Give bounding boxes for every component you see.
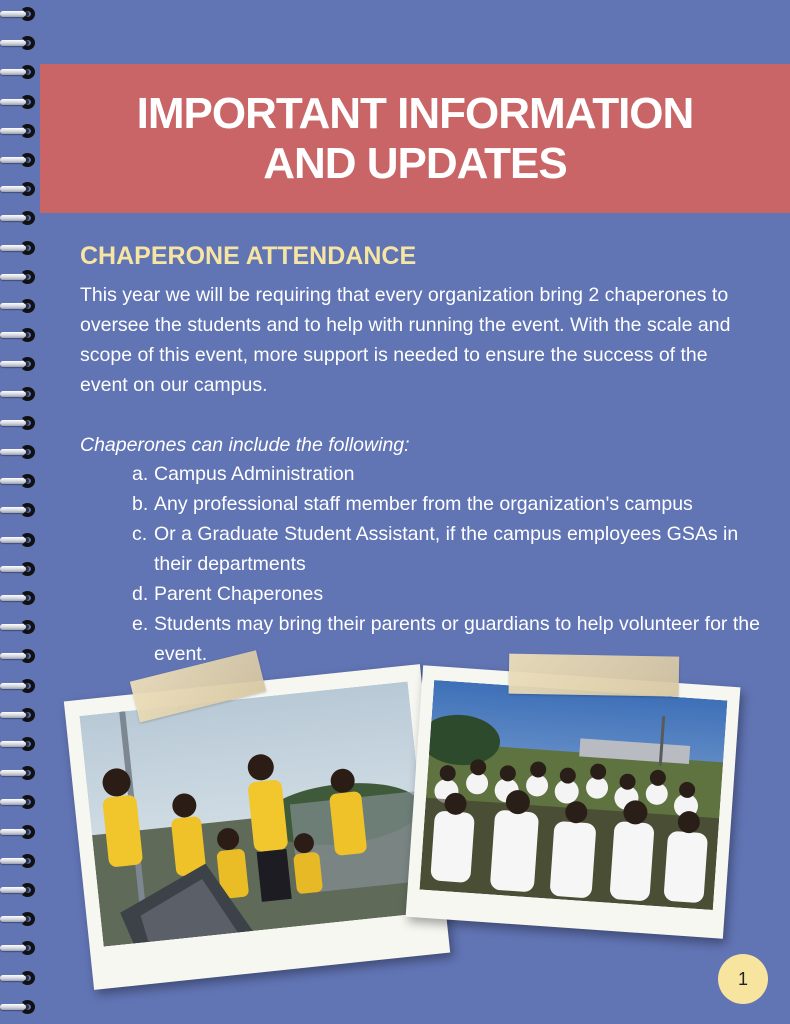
spiral-ring	[0, 561, 40, 577]
list-item-text: Students may bring their parents or guardians to help volunteer for the event.	[154, 613, 760, 665]
page-title	[137, 89, 694, 189]
photo-students-yellow-shirts	[79, 681, 431, 946]
tape-strip	[509, 654, 680, 697]
spiral-ring	[0, 6, 40, 22]
list-item-text: Or a Graduate Student Assistant, if the campus employees GSAs in their departments	[154, 523, 739, 575]
spiral-ring	[0, 590, 40, 606]
spiral-ring	[0, 123, 40, 139]
chaperone-list	[80, 459, 760, 669]
spiral-ring	[0, 356, 40, 372]
spiral-ring	[0, 152, 40, 168]
list-item	[80, 459, 760, 489]
spiral-ring	[0, 327, 40, 343]
spiral-ring	[0, 853, 40, 869]
list-item-text: Any professional staff member from the organization's campus	[154, 493, 693, 515]
spiral-ring	[0, 532, 40, 548]
spiral-ring	[0, 648, 40, 664]
title-banner	[40, 64, 790, 213]
photo-image	[420, 680, 728, 910]
page-title-line-2: AND UPDATES	[263, 138, 567, 188]
photo-frame-left	[64, 664, 450, 990]
spiral-ring	[0, 970, 40, 986]
list-item	[80, 579, 760, 609]
spiral-ring	[0, 940, 40, 956]
list-marker: c.	[132, 523, 148, 545]
spiral-ring	[0, 824, 40, 840]
page-title-line-1: IMPORTANT INFORMATION	[136, 88, 694, 138]
spiral-ring	[0, 765, 40, 781]
spiral-ring	[0, 502, 40, 518]
spiral-ring	[0, 415, 40, 431]
spiral-ring	[0, 181, 40, 197]
spiral-ring	[0, 619, 40, 635]
list-marker: d.	[132, 583, 149, 605]
spiral-binding-icon	[0, 6, 42, 1016]
spiral-ring	[0, 210, 40, 226]
spiral-ring	[0, 444, 40, 460]
spiral-ring	[0, 240, 40, 256]
list-marker: e.	[132, 613, 149, 635]
spiral-ring	[0, 64, 40, 80]
list-item	[80, 519, 760, 579]
spiral-ring	[0, 911, 40, 927]
list-marker: a.	[132, 463, 149, 485]
photo-frame-right	[406, 665, 741, 939]
list-item-text: Campus Administration	[154, 463, 355, 485]
list-item-text: Parent Chaperones	[154, 583, 324, 605]
photo-students-crowd	[420, 680, 728, 910]
spiral-ring	[0, 794, 40, 810]
photo-image	[79, 681, 431, 946]
list-marker: b.	[132, 493, 149, 515]
spiral-ring	[0, 94, 40, 110]
spiral-ring	[0, 999, 40, 1015]
spiral-ring	[0, 269, 40, 285]
section-heading: CHAPERONE ATTENDANCE	[80, 242, 417, 270]
spiral-ring	[0, 678, 40, 694]
spiral-ring	[0, 473, 40, 489]
list-lead: Chaperones can include the following:	[80, 434, 410, 456]
page-number-badge: 1	[718, 954, 768, 1004]
list-item	[80, 489, 760, 519]
spiral-ring	[0, 386, 40, 402]
spiral-ring	[0, 35, 40, 51]
section-body: This year we will be requiring that every organization bring 2 chaperones to oversee the students and to help with running the event. With the scale and scope of this event, more support is needed to ensure the success of the event on our campus.	[80, 284, 731, 396]
spiral-ring	[0, 882, 40, 898]
spiral-ring	[0, 298, 40, 314]
spiral-ring	[0, 707, 40, 723]
spiral-ring	[0, 736, 40, 752]
